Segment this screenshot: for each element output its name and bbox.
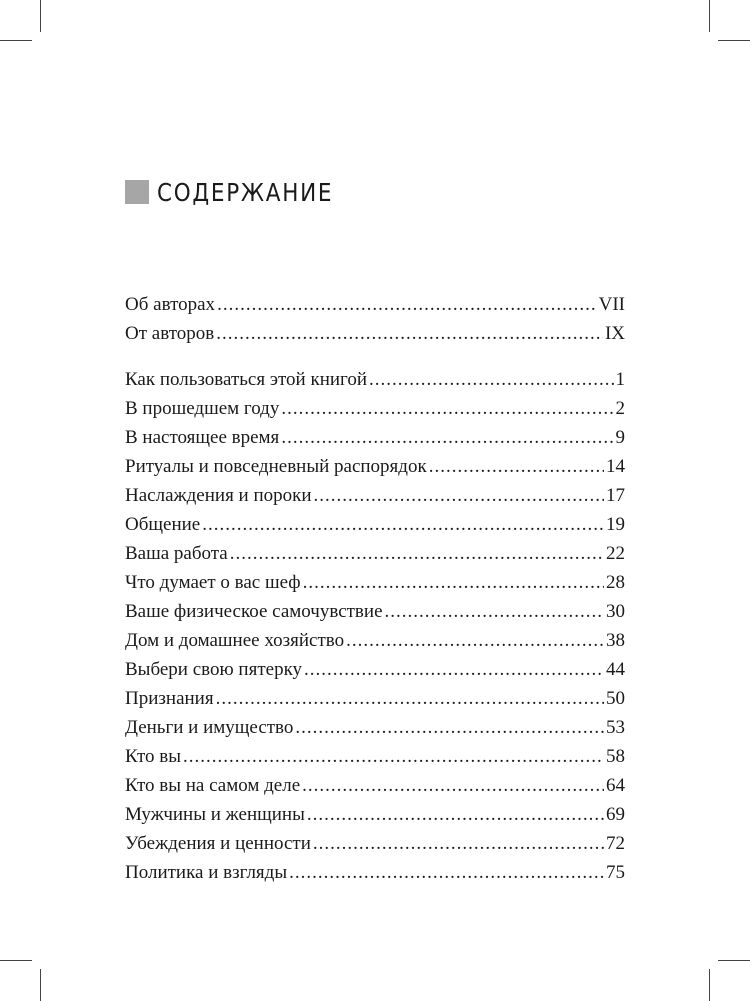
toc-entry-title: В настоящее время (125, 427, 280, 448)
toc-entry-title: Кто вы (125, 746, 181, 767)
toc-dot-leader (281, 423, 613, 452)
toc-entry-page: IX (604, 323, 625, 344)
toc-entry (125, 684, 625, 713)
toc-entry-page: 30 (606, 601, 625, 622)
toc-entry (125, 452, 625, 481)
toc-dot-leader (230, 539, 604, 568)
toc-dot-leader (281, 394, 613, 423)
toc-entry-title: Кто вы на самом деле (125, 775, 301, 796)
toc-entry-page: 1 (615, 369, 625, 390)
toc-entry (125, 539, 625, 568)
toc-entry-title: Как пользоваться этой книгой (125, 369, 368, 390)
crop-mark (40, 0, 41, 32)
toc-entry-page: 44 (606, 659, 625, 680)
toc-dot-leader (346, 626, 604, 655)
crop-mark (718, 960, 750, 961)
toc-entry-title: Об авторах (125, 294, 216, 315)
toc-entry-title: Ваша работа (125, 543, 228, 564)
toc-entry-page: 2 (615, 398, 625, 419)
toc-entry (125, 365, 625, 394)
toc-front-matter (125, 290, 625, 348)
toc-entry-page: VII (598, 294, 625, 315)
toc-entry-page: 64 (606, 775, 625, 796)
toc-entry-title: Дом и домашнее хозяйство (125, 630, 345, 651)
crop-mark (40, 969, 41, 1001)
toc-dot-leader (369, 365, 613, 394)
toc-entry-title: Общение (125, 514, 201, 535)
toc-entry-page: 53 (606, 717, 625, 738)
toc-entry-page: 9 (615, 427, 625, 448)
toc-entry-title: Политика и взгляды (125, 862, 288, 883)
toc-entry (125, 319, 625, 348)
toc-entry (125, 713, 625, 742)
toc-entry (125, 481, 625, 510)
toc-entry (125, 742, 625, 771)
toc-entry-title: Деньги и имущество (125, 717, 294, 738)
toc-entry (125, 597, 625, 626)
toc-entry (125, 394, 625, 423)
toc-entry-page: 38 (606, 630, 625, 651)
toc-entry-title: Наслаждения и пороки (125, 485, 312, 506)
toc-dot-leader (295, 713, 604, 742)
toc-dot-leader (202, 510, 604, 539)
toc-entry (125, 655, 625, 684)
crop-mark (0, 960, 32, 961)
crop-mark (709, 969, 710, 1001)
toc-entry-title: Ритуалы и повседневный распорядок (125, 456, 427, 477)
toc-dot-leader (216, 684, 604, 713)
toc-entry-title: Выбери свою пятерку (125, 659, 303, 680)
toc-dot-leader (303, 568, 604, 597)
toc-entry-title: Что думает о вас шеф (125, 572, 301, 593)
toc-entry-title: Убеждения и ценности (125, 833, 311, 854)
toc-dot-leader (304, 655, 604, 684)
toc-entry-page: 17 (606, 485, 625, 506)
crop-mark (0, 40, 32, 41)
toc-entry-title: В прошедшем году (125, 398, 280, 419)
toc-entry (125, 800, 625, 829)
toc-entry (125, 510, 625, 539)
toc-dot-leader (307, 800, 604, 829)
toc-entry-page: 22 (606, 543, 625, 564)
toc-entry (125, 290, 625, 319)
toc-entry-page: 58 (606, 746, 625, 767)
toc-entry-page: 75 (606, 862, 625, 883)
toc-entry-page: 69 (606, 804, 625, 825)
crop-mark (709, 0, 710, 32)
toc-entry-page: 14 (606, 456, 625, 477)
toc-entry-title: Ваше физическое самочувствие (125, 601, 383, 622)
toc-entry-page: 19 (606, 514, 625, 535)
toc-dot-leader (302, 771, 604, 800)
toc-chapters (125, 365, 625, 887)
toc-entry (125, 829, 625, 858)
toc-entry-title: От авторов (125, 323, 215, 344)
page-heading (125, 172, 362, 212)
toc-dot-leader (217, 290, 597, 319)
toc-dot-leader (289, 858, 604, 887)
toc-dot-leader (216, 319, 603, 348)
heading-marker (125, 180, 149, 204)
toc-entry-title: Признания (125, 688, 214, 709)
toc-entry (125, 423, 625, 452)
toc-entry (125, 568, 625, 597)
toc-entry-page: 28 (606, 572, 625, 593)
toc-entry-title: Мужчины и женщины (125, 804, 305, 825)
page-title: СОДЕРЖАНИЕ (157, 177, 334, 207)
crop-mark (718, 40, 750, 41)
toc-dot-leader (314, 481, 604, 510)
toc-entry (125, 626, 625, 655)
toc-entry-page: 50 (606, 688, 625, 709)
toc-dot-leader (313, 829, 604, 858)
toc-entry (125, 858, 625, 887)
toc-entry-page: 72 (606, 833, 625, 854)
toc-dot-leader (429, 452, 604, 481)
toc-dot-leader (385, 597, 604, 626)
toc-dot-leader (183, 742, 604, 771)
toc-entry (125, 771, 625, 800)
